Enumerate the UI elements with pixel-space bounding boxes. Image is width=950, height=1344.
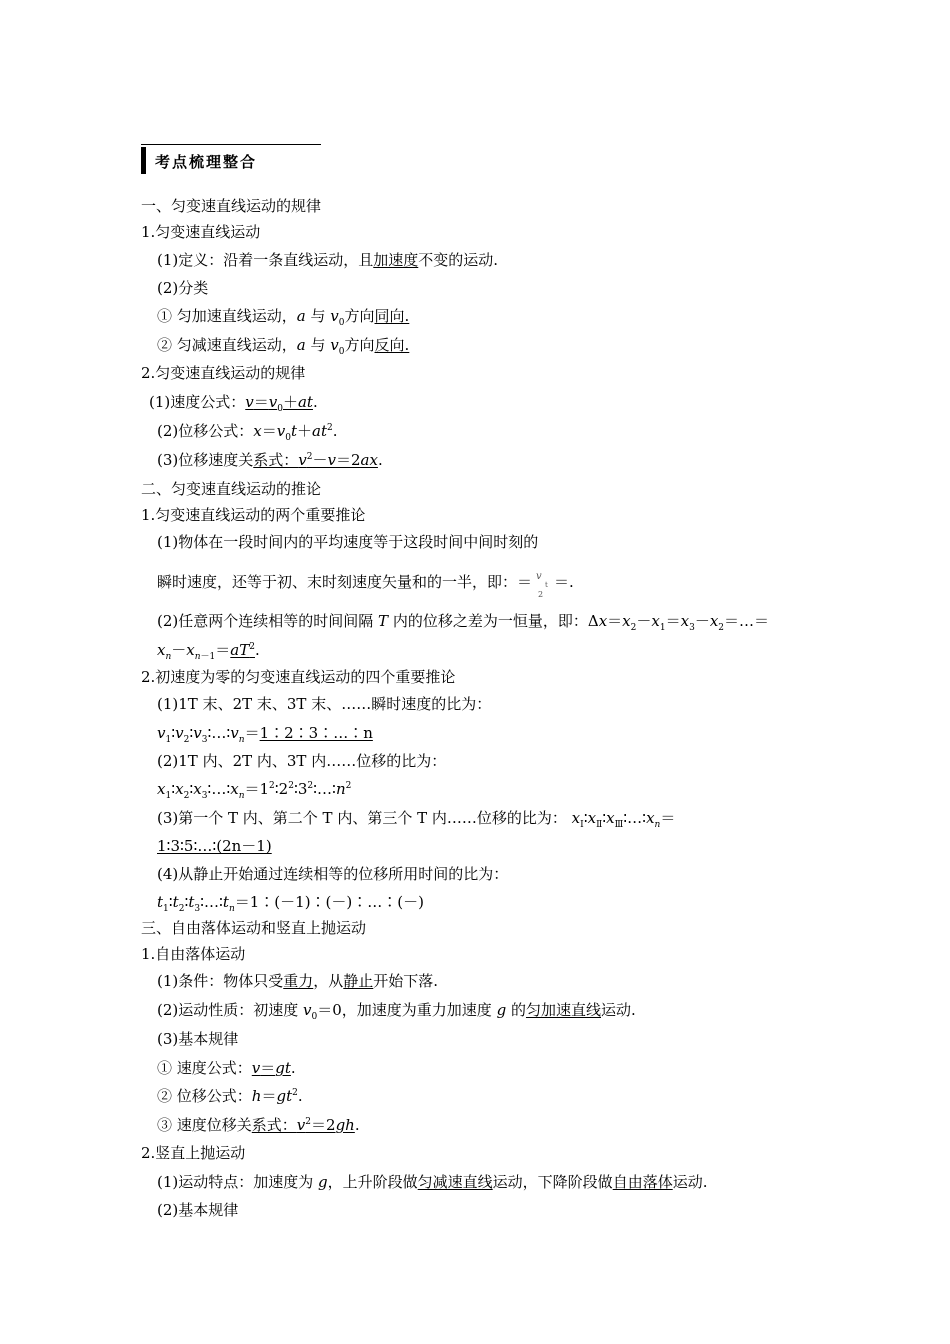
average-velocity-fraction: v t 2 — [536, 571, 548, 599]
s2-c1-ratio: $v_1∶v_2∶v_3∶\dots∶v_n=1∶2∶3∶\dots∶n$ — [157, 724, 373, 745]
s2-c3-line1: (3)第一个 T 内、第二个 T 内、第三个 T 内……位移的比为： $x_Ⅰ∶x_Ⅱ∶x_Ⅲ∶\dots∶x_n=$ — [157, 809, 676, 830]
s3-law-title: (3)基本规律 — [157, 1030, 239, 1048]
s1-velocity-formula: (1)速度公式：$v=v_0+at$. — [149, 393, 318, 414]
heading-3: 三、自由落体运动和竖直上抛运动 — [141, 919, 367, 937]
s3-condition: (1)条件：物体只受重力，从静止开始下落. — [157, 972, 439, 990]
s2-rule1-line1: (1)物体在一段时间内的平均速度等于这段时间中间时刻的 — [157, 533, 539, 551]
s1-p2-title: 2.匀变速直线运动的规律 — [141, 364, 306, 382]
s3-nature: (2)运动性质：初速度 $v_0=0$，加速度为重力加速度 g 的匀加速直线运动. — [157, 1001, 636, 1022]
s1-p1-title: 1.匀变速直线运动 — [141, 223, 261, 241]
s3-formula-displacement: ② 位移公式：$h=gt^2$. — [157, 1087, 303, 1105]
s2-p1-title: 1.匀变速直线运动的两个重要推论 — [141, 506, 366, 524]
s1-classification: (2)分类 — [157, 279, 209, 297]
s3-p2-title: 2.竖直上抛运动 — [141, 1144, 246, 1162]
s1-displacement-formula: (2)位移公式：$x=v_0t+at^2$. — [157, 422, 338, 443]
s1-accel: ① 匀加速直线运动，a 与 $v_0$方向同向. — [157, 307, 410, 328]
s3-formula-vel-disp: ③ 速度位移关系式：$v^2=2gh$. — [157, 1116, 360, 1134]
banner-bar — [141, 147, 146, 174]
s1-vel-disp-formula: (3)位移速度关系式：$v^2-v=2ax$. — [157, 451, 383, 469]
s2-c4-title: (4)从静止开始通过连续相等的位移所用时间的比为： — [157, 865, 509, 883]
s3-upward-features: (1)运动特点：加速度为 g，上升阶段做匀减速直线运动，下降阶段做自由落体运动. — [157, 1173, 708, 1191]
s2-c2-ratio: $x_1∶x_2∶x_3∶\dots∶x_n=1^2∶2^2∶3^2∶\dots∶n^2$ — [157, 780, 352, 801]
s2-rule2-line1: (2)任意两个连续相等的时间间隔 T 内的位移之差为一恒量，即：$\Delta x=x_2-x_1=x_3-x_2=\dots=$ — [157, 612, 770, 633]
s2-rule1-line2: 瞬时速度，还等于初、末时刻速度矢量和的一半，即：＝ v t 2 ＝. — [157, 571, 574, 599]
s3-law2-title: (2)基本规律 — [157, 1201, 239, 1219]
s2-c4-ratio: $t_1∶t_2∶t_3∶\dots∶t_n=1∶(-1)∶(-)∶\dots∶(-)$ — [157, 893, 424, 914]
s2-c1-title: (1)1T 末、2T 末、3T 末、……瞬时速度的比为： — [157, 695, 492, 713]
s2-p2-title: 2.初速度为零的匀变速直线运动的四个重要推论 — [141, 668, 456, 686]
section-banner — [141, 144, 321, 175]
heading-2: 二、匀变速直线运动的推论 — [141, 480, 322, 498]
s2-c3-answer: 1∶3∶5∶…∶(2n－1) — [157, 837, 272, 855]
s1-definition: (1)定义：沿着一条直线运动，且加速度不变的运动. — [157, 251, 499, 269]
banner-title: 考点梳理整合 — [155, 153, 258, 171]
s3-formula-velocity: ① 速度公式：v＝gt. — [157, 1059, 296, 1077]
heading-1: 一、匀变速直线运动的规律 — [141, 197, 322, 215]
s2-c2-title: (2)1T 内、2T 内、3T 内……位移的比为： — [157, 752, 447, 770]
s2-rule2-line2: $x_n-x_{n-1}=aT^2$. — [157, 641, 260, 662]
s3-p1-title: 1.自由落体运动 — [141, 945, 246, 963]
s1-decel: ② 匀减速直线运动，a 与 $v_0$方向反向. — [157, 336, 410, 357]
